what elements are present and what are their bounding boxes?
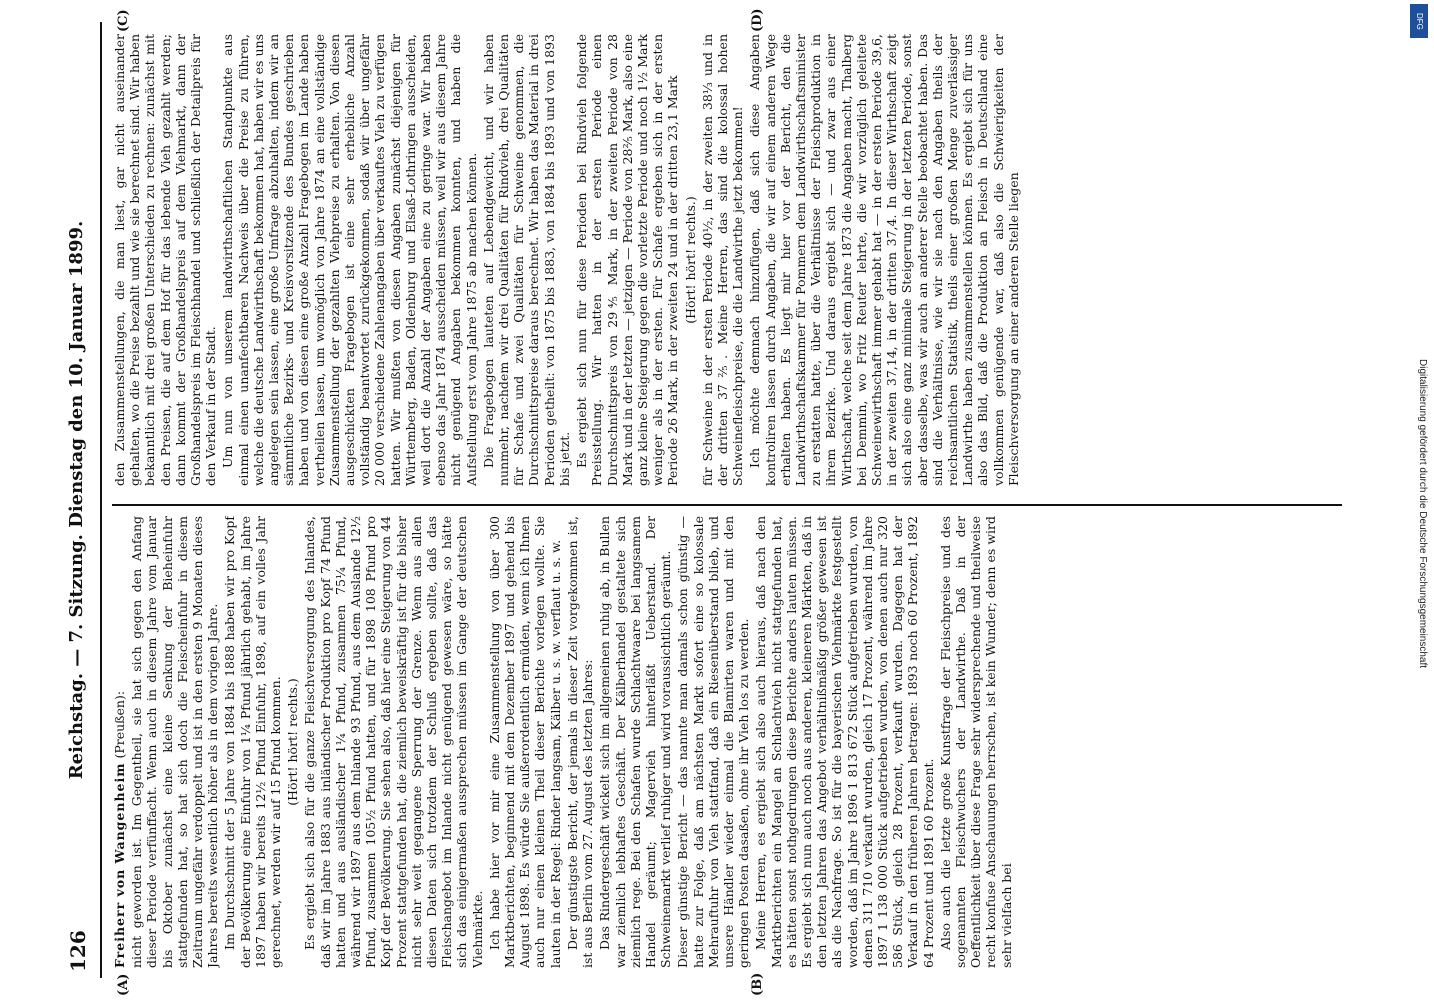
- margin-marker-d: (D): [750, 8, 765, 32]
- paragraph: Meine Herren, es ergiebt sich also auch hieraus, daß nach den Marktberichten ein Mangel an Schlachtvieh nicht stattgefunden hat, es hätten sonst nothgedrungen diese Berichte anders lauten müssen. Es ergiebt sich nun auch noch aus anderen, kleineren Märkten, daß in den letzten Jahren das Angebot verhältnißmäßig größer gewesen ist als die Nachfrage. So ist für die bayerischen Viehmärkte festgestellt worden, daß im Jahre 1896 1 813 672 Stück aufgetrieben wurden, von denen 311 710 verkauft wurden, gleich 17 Prozent, während im Jahre 1897 1 138 000 Stück aufgetrieben wurden, von denen auch nur 320 586 Stück, gleich 28 Prozent, verkauft wurden. Dagegen hat der Verkauf in den früheren Jahren betragen: 1893 noch 60 Prozent, 1892 64 Prozent und 1891 60 Prozent.: [753, 516, 936, 968]
- paragraph: Es ergiebt sich also für die ganze Fleischversorgung des Inlandes, daß wir im Jahre 1883 aus inländischer Produktion pro Kopf 74 Pfund hatten und aus ausländischer 1¼ Pfund, zusammen 75¼ Pfund, während wir 1897 aus dem Inlande 93 Pfund, aus dem Auslande 12½ Pfund, zusammen 105½ Pfund hatten, und für 1898 108 Pfund pro Kopf der Bevölkerung. Sie sehen also, daß hier eine Steigerung von 44 Prozent stattgefunden hat, die ziemlich beweiskräftig ist für die bisher nicht sehr weit gegangene Sperrung der Grenze. Wenn aus allen diesen Daten sich trotzdem der Schluß ergeben sollte, daß das Fleischangebot im Inlande nicht genügend gewesen wäre, so hätte sich das einigermaßen aussprechen müssen im Gange der deutschen Viehmärkte.: [302, 516, 485, 968]
- paragraph: Um nun von unserem landwirthschaftlichen Standpunkte aus einmal einen unanfechtbaren Nachweis über die Preise zu führen, welche die deutsche Landwirthschaft bekommen hat, haben wir es uns angelegen sein lassen, eine große Umfrage abzuhalten, indem wir an sämmtliche Bezirks- und Kreisvorsitzende des Bundes geschrieben haben und von diesen eine große Anzahl Fragebogen im Lande haben vertheilen lassen, um womöglich von Jahre 1874 an eine vollständige Zusammenstellung der gezahlten Viehpreise zu erhalten. Von diesen ausgeschickten Fragebogen ist eine sehr erhebliche Anzahl vollständig beantwortet zurückgekommen, sodaß wir über ungefähr 20 000 verschiedene Zahlenangaben über verkauftes Vieh zu verfügen hatten. Wir mußten von diesen Angaben zunächst diejenigen für Württemberg, Baden, Oldenburg und Elsaß-Lothringen ausscheiden, weil dort die Anzahl der Angaben eine zu geringe war. Wir haben ebenso das Jahr 1874 ausscheiden müssen, weil wir aus diesem Jahre nicht genügend Angaben bekommen konnten, und haben die Aufstellung erst vom Jahre 1875 ab machen können.: [220, 34, 479, 486]
- paragraph: Also auch die letzte große Kunstfrage der Fleischpreise und des sogenannten Fleischwuchers der Landwirthe. Daß in der Oeffentlichkeit über diese Frage sehr widersprechende und theilweise recht konfuse Anschauungen herrschen, ist kein Wunder; denn es wird sehr vielfach bei: [937, 516, 1014, 968]
- running-title: Reichstag. — 7. Sitzung. Dienstag den 10. Januar 1899.: [66, 220, 87, 780]
- speaker-note: (Preußen):: [112, 690, 127, 759]
- margin-marker-a: (A): [116, 973, 131, 996]
- paragraph: Es ergiebt sich nun für diese Perioden bei Rindvieh folgende Preisstellung. Wir hatten in der ersten Periode einen Durchschnittspreis von 29⅘ Mark, in der zweiten Periode von 28 Mark und in der letzten — jetzigen — Periode von 28⅖ Mark, also eine ganz kleine Steigerung gegen die vorletzte Periode und noch 1½ Mark weniger als in der ersten. Für Schafe ergeben sich in der ersten Periode 26 Mark, in der zweiten 24 und in der dritten 23,1 Mark: [574, 34, 681, 486]
- paragraph: Ich habe hier vor mir eine Zusammenstellung von über 300 Marktberichten, beginnend mit dem Dezember 1897 und gehend bis August 1898. Es würde Sie außerordentlich ermüden, wenn ich Ihnen auch nur einen kleinen Theil dieser Berichte vorlegen wollte. Sie lauten in der Regel: Rinder langsam, Kälber u. s. w. verflaut u. s. w.: [486, 516, 563, 968]
- paragraph: Der günstigste Bericht, der jemals in dieser Zeit vorgekommen ist, ist aus Berlin vom 27. August des letzten Jahres:: [564, 516, 596, 968]
- quoted-report: Das Rindergeschäft wickelt sich im allgemeinen ruhig ab, in Bullen war ziemlich lebhaftes Geschäft. Der Kälberhandel gestaltete sich ziemlich rege. Bei den Schafen wurde Schlachtwaare bei langsamem Handel geräumt; Magervieh hinterläßt Ueberstand. Der Schweinemarkt verlief ruhiger und wird voraussichtlich geräumt.: [597, 516, 674, 968]
- paragraph: Die Fragebogen lauteten auf Lebendgewicht, und wir haben nunmehr, nachdem wir drei Qualitäten für Rindvieh, drei Qualitäten für Schafe und zwei Qualitäten für Schweine genommen, die Durchschnittspreise daraus berechnet. Wir haben das Material in drei Perioden getheilt: von 1875 bis 1883, von 1884 bis 1893 und von 1893 bis jetzt.: [480, 34, 572, 486]
- margin-marker-b: (B): [750, 972, 765, 996]
- paragraph: nicht geworden ist. Im Gegentheil, sie hat sich gegen den Anfang dieser Periode verfünffacht. Wenn auch in diesem Jahre vom Januar bis Oktober zunächst eine kleine Senkung der Bieheinfuhr stattgefunden hat, so hat sich doch die Fleischeinfuhr in diesem Zeitraum ungefähr verdoppelt und ist in den ersten 9 Monaten dieses Jahres bereits wesentlich höher als in dem vorigen Jahre.: [129, 516, 221, 968]
- paragraph: Im Durchschnitt der 5 Jahre von 1884 bis 1888 haben wir pro Kopf der Bevölkerung eine Einfuhr von 1¼ Pfund jährlich gehabt, im Jahre 1897 haben wir bereits 12½ Pfund Einfuhr, 1898, auf ein volles Jahr gerechnet, werden wir auf 15 Pfund kommen.: [222, 516, 284, 968]
- paragraph: den Zusammenstellungen, die man liest, gar nicht auseinander gehalten, wo die Preise bezahlt und wie sie berechnet sind. Wir haben bekanntlich mit drei großen Unterschieden zu rechnen: zunächst mit den Preisen, die auf dem Hof für das lebende Vieh gezahlt werden; dann kommt der Großhandelspreis auf dem Viehmarkt, dann der Großhandelspreis im Fleischhandel und schließlich der Detailpreis für den Verkauf in der Stadt.: [112, 34, 219, 486]
- paragraph: Ich möchte demnach hinzufügen, daß sich diese Angaben kontroliren lassen durch Angaben, die wir auf einem anderen Wege erhalten haben. Es liegt mir hier vor der Bericht, den die Landwirthschaftskammer für Pommern dem Landwirthschaftsminister zu erstatten hatte, über die Verhältnisse der Fleischproduktion in ihrem Bezirke. Und daraus ergiebt sich — und zwar aus einer Wirthschaft, welche seit dem Jahre 1873 die Angaben macht, Thalberg bei Demmin, wo Fritz Reuter lehrte, die wir vorzüglich geleitete Schweinewirthschaft immer gehabt hat — in der ersten Periode 39,6, in der zweiten 37,14, in der dritten 37,4. In dieser Wirthschaft zeigt sich also eine ganz minimale Steigerung in der letzten Periode, sonst aber dasselbe, was wir auch an anderer Stelle beobachtet haben. Das sind die Verhältnisse, wie wir sie nach den Angaben theils der reichsamtlichen Statistik, theils einer großen Menge zuverlässiger Landwirthe haben zusammenstellen können. Es ergiebt sich für uns also das Bild, daß die Produktion an Fleisch in Deutschland eine vollkommen genügende war, daß also die Schwierigkeiten der Fleischversorgung an einer anderen Stelle liegen: [747, 34, 1021, 486]
- paragraph: Dieser günstige Bericht — das nannte man damals schon günstig — hatte zur Folge, daß am nächsten Markt sofort eine so kolossale Mehrauftuhr von Vieh stattfand, daß ein Riesenüberstand blieb, und unsere Händler wieder einmal die Blamirten waren und mit den geringen Posten dasaßen, ohne ihr Vieh los zu werden.: [675, 516, 752, 968]
- speaker-line: [112, 516, 127, 968]
- dfg-logo: DFG: [1410, 4, 1428, 38]
- speaker-name: Freiherr von Wangenheim: [112, 762, 127, 968]
- document-page: [60, 8, 1370, 996]
- right-column: [112, 34, 1342, 486]
- interjection: (Hört! hört! rechts.): [285, 678, 301, 806]
- left-column: [112, 516, 1342, 968]
- interjection: (Hört! hört! rechts.): [682, 196, 698, 324]
- digitization-credit: Digitalisierung gefördert durch die Deutsche Forschungsgemeinschaft: [1417, 359, 1428, 669]
- margin-marker-c: (C): [116, 9, 131, 32]
- page-number: 126: [66, 930, 90, 972]
- column-divider: [112, 504, 1342, 506]
- page-header: [60, 22, 102, 978]
- paragraph: für Schweine in der ersten Periode 40½, in der zweiten 38⅓ und in der dritten 37⅖. Meine Herren, das sind die kolossal hohen Schweinefleischpreise, die die Landwirthe jetzt bekommen!: [699, 34, 746, 486]
